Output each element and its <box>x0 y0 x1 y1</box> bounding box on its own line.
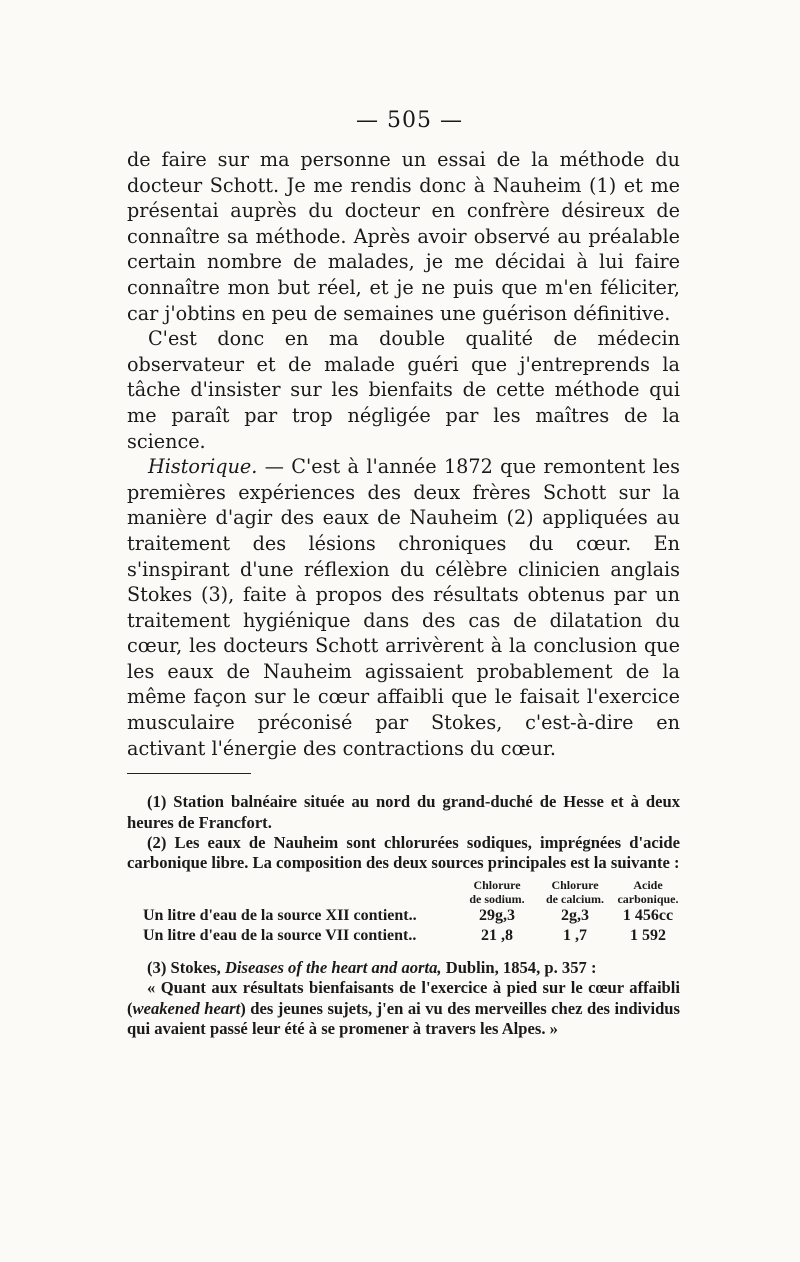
footnote-3-quote: « Quant aux résultats bienfaisants de l'exercice à pied sur le cœur affaibli (weakened heart) des jeunes sujets, j'en ai vu des merveilles chez des individus qui avaient passé leur été à se promener à travers les Alpes. » <box>127 978 680 1039</box>
footnotes <box>127 792 680 1039</box>
footnote-1: (1) Station balnéaire située au nord du grand-duché de Hesse et à deux heures de Francfort. <box>127 792 680 832</box>
paragraph-3 <box>127 454 680 761</box>
cited-work-title: Diseases of the heart and aorta, <box>224 957 442 977</box>
footnote-3: (3) Stokes, Diseases of the heart and aorta, Dublin, 1854, p. 357 : <box>147 957 597 977</box>
table-row: Un litre d'eau de la source XII contient.. 29g,3 2g,3 1 456cc <box>143 906 674 924</box>
header-chlorure-calcium: Chlorure de calcium. <box>546 877 604 906</box>
composition-table-header <box>127 878 680 906</box>
main-text <box>127 147 680 761</box>
paragraph-1: de faire sur ma personne un essai de la méthode du docteur Schott. Je me rendis donc à Nauheim (1) et me présentai auprès du docteur en confrère désireux de connaître sa méthode. Après avoir observé au préalable certain nombre de malades, je me décidai à lui faire connaître mon but réel, et je ne puis que m'en féliciter, car j'obtins en peu de semaines une guérison définitive. <box>127 148 680 325</box>
section-heading-historique: Historique. <box>148 455 258 479</box>
book-page <box>127 108 680 1040</box>
paragraph-2: C'est donc en ma double qualité de médecin observateur et de malade guéri que j'entreprends la tâche d'insister sur les bienfaits de cette méthode qui me paraît par trop négligée par les maîtres de la science. <box>127 327 680 453</box>
paragraph-3-text: — C'est à l'année 1872 que remontent les premières expériences des deux frères Schott sur la manière d'agir des eaux de Nauheim (2) appliquées au traitement des lésions chroniques du cœur. En s'inspirant d'une réflexion du célèbre clinicien anglais Stokes (3), faite à propos des résultats obtenus par un traitement hygiénique dans des cas de dilatation du cœur, les docteurs Schott arrivèrent à la conclusion que les eaux de Nauheim agissaient probablement de la même façon sur le cœur affaibli que le faisait l'exercice musculaire préconisé par Stokes, c'est-à-dire en activant l'énergie des contractions du cœur. <box>127 455 680 760</box>
table-row: Un litre d'eau de la source VII contient.. 21 ,8 1 ,7 1 592 <box>143 926 666 944</box>
header-chlorure-sodium: Chlorure de sodium. <box>469 877 525 906</box>
footnote-divider <box>127 773 251 774</box>
header-acide-carbonique: Acide carbonique. <box>617 877 679 906</box>
page-number: — 505 — <box>356 108 463 133</box>
footnote-2: (2) Les eaux de Nauheim sont chlorurées sodiques, imprégnées d'acide carbonique libre. La composition des deux sources principales est la suivante : <box>127 833 680 873</box>
